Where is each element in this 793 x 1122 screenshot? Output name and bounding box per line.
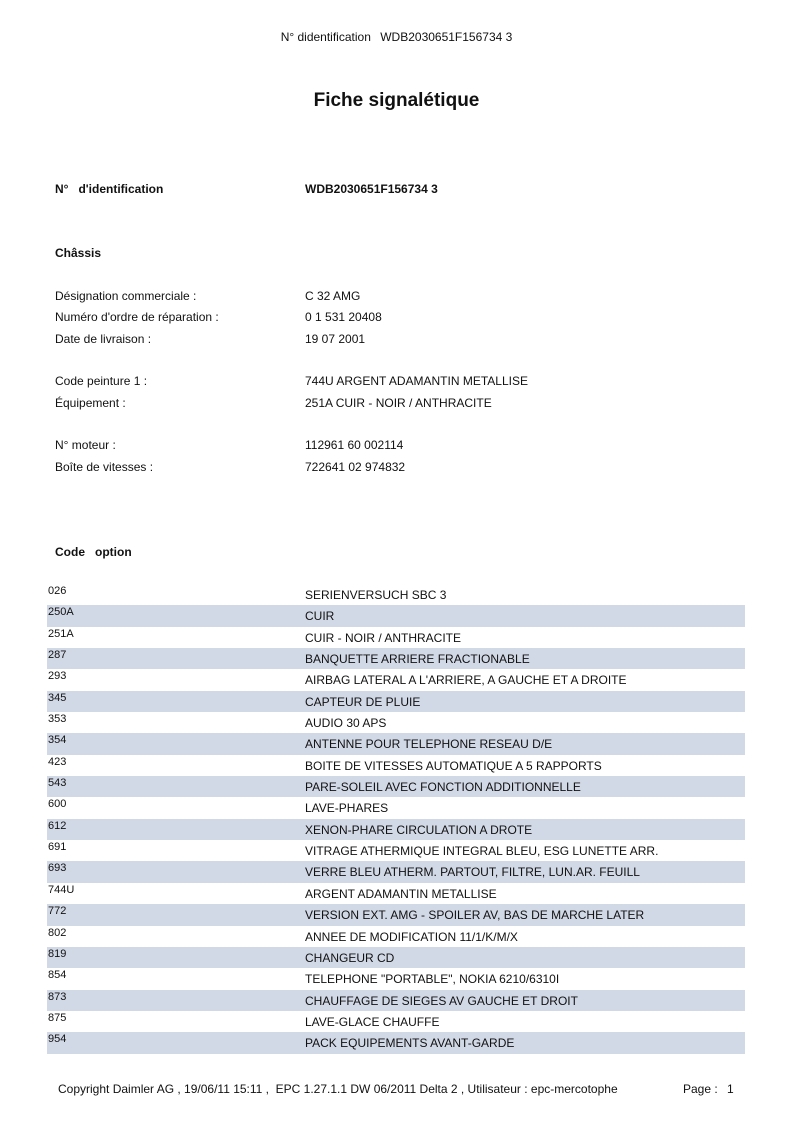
option-code: 423 [48, 755, 67, 768]
table-row [47, 990, 745, 1011]
field-label: Désignation commerciale : [55, 289, 197, 303]
option-code: 250A [48, 606, 74, 619]
page-label: Page : [683, 1082, 718, 1096]
table-row [47, 712, 745, 733]
table-row [47, 797, 745, 818]
field-value: 19 07 2001 [305, 332, 366, 346]
option-code: 854 [48, 969, 67, 982]
option-code: 954 [48, 1033, 67, 1046]
field-label: Date de livraison : [55, 332, 152, 346]
field-label: Équipement : [55, 396, 126, 410]
option-code: 691 [48, 841, 67, 854]
option-description: TELEPHONE "PORTABLE", NOKIA 6210/6310I [305, 972, 560, 987]
field-label: N° moteur : [55, 438, 116, 452]
field-value: 112961 60 002114 [305, 438, 404, 452]
table-row [47, 840, 745, 861]
field-gearbox [55, 460, 755, 476]
option-code: 744U [48, 883, 75, 896]
identification-label: N° d'identification [55, 182, 164, 196]
option-description: CUIR [305, 609, 335, 624]
option-description: PACK EQUIPEMENTS AVANT-GARDE [305, 1036, 515, 1051]
option-code: 819 [48, 947, 67, 960]
field-label: Boîte de vitesses : [55, 460, 154, 474]
field-designation [55, 289, 755, 305]
option-description: XENON-PHARE CIRCULATION A DROTE [305, 822, 533, 837]
option-code: 873 [48, 990, 67, 1003]
table-row [47, 627, 745, 648]
table-row [47, 819, 745, 840]
options-table [47, 584, 745, 1054]
identification-value: WDB2030651F156734 3 [305, 182, 438, 196]
document-header [0, 30, 793, 44]
option-description: AUDIO 30 APS [305, 716, 387, 731]
option-code: 353 [48, 713, 67, 726]
table-row [47, 776, 745, 797]
option-description: LAVE-GLACE CHAUFFE [305, 1014, 440, 1029]
field-delivery-date [55, 332, 755, 348]
option-description: PARE-SOLEIL AVEC FONCTION ADDITIONNELLE [305, 780, 581, 795]
identification-row [55, 182, 438, 196]
header-id-label: N° didentification [280, 30, 371, 44]
option-description: BOITE DE VITESSES AUTOMATIQUE A 5 RAPPORTS [305, 758, 602, 773]
field-value: 722641 02 974832 [305, 460, 406, 474]
table-row [47, 691, 745, 712]
option-description: VITRAGE ATHERMIQUE INTEGRAL BLEU, ESG LUNETTE ARR. [305, 844, 659, 859]
option-code: 345 [48, 691, 67, 704]
table-row [47, 605, 745, 626]
table-row [47, 584, 745, 605]
option-description: AIRBAG LATERAL A L'ARRIERE, A GAUCHE ET A DROITE [305, 673, 627, 688]
option-description: VERSION EXT. AMG - SPOILER AV, BAS DE MARCHE LATER [305, 908, 645, 923]
field-value: 0 1 531 20408 [305, 310, 382, 324]
option-description: ANNEE DE MODIFICATION 11/1/K/M/X [305, 929, 518, 944]
table-row [47, 861, 745, 882]
table-row [47, 755, 745, 776]
option-description: VERRE BLEU ATHERM. PARTOUT, FILTRE, LUN.AR. FEUILL [305, 865, 640, 880]
table-row [47, 947, 745, 968]
field-label: Code peinture 1 : [55, 374, 148, 388]
page-footer [58, 1082, 748, 1096]
page-number: 1 [727, 1082, 734, 1096]
field-repair-order [55, 310, 755, 326]
field-value: 251A CUIR - NOIR / ANTHRACITE [305, 396, 492, 410]
option-code: 772 [48, 905, 67, 918]
option-description: CHANGEUR CD [305, 950, 395, 965]
option-code: 293 [48, 670, 67, 683]
table-row [47, 669, 745, 690]
option-code: 287 [48, 649, 67, 662]
table-row [47, 883, 745, 904]
table-row [47, 968, 745, 989]
table-row [47, 926, 745, 947]
field-label: Numéro d'ordre de réparation : [55, 310, 219, 324]
option-description: SERIENVERSUCH SBC 3 [305, 588, 447, 602]
header-id-value: WDB2030651F156734 3 [380, 30, 513, 44]
option-code: 612 [48, 819, 67, 832]
page-title: Fiche signalétique [313, 90, 480, 111]
option-description: LAVE-PHARES [305, 801, 389, 816]
option-description: CHAUFFAGE DE SIEGES AV GAUCHE ET DROIT [305, 993, 578, 1008]
field-engine-number [55, 438, 755, 454]
table-row [47, 648, 745, 669]
option-code: 251A [48, 627, 74, 640]
option-description: CAPTEUR DE PLUIE [305, 694, 421, 709]
page-indicator [683, 1082, 734, 1096]
option-description: ANTENNE POUR TELEPHONE RESEAU D/E [305, 737, 553, 752]
option-code: 875 [48, 1011, 67, 1024]
table-row [47, 1032, 745, 1053]
option-description: BANQUETTE ARRIERE FRACTIONABLE [305, 652, 530, 667]
option-code: 354 [48, 734, 67, 747]
option-code: 802 [48, 926, 67, 939]
option-description: ARGENT ADAMANTIN METALLISE [305, 886, 497, 901]
field-value: 744U ARGENT ADAMANTIN METALLISE [305, 374, 528, 388]
table-row [47, 904, 745, 925]
chassis-heading: Châssis [55, 246, 102, 260]
options-heading: Code option [55, 545, 132, 559]
table-row [47, 1011, 745, 1032]
option-code: 600 [48, 798, 67, 811]
option-code: 693 [48, 862, 67, 875]
field-equipment [55, 396, 755, 412]
field-paint-code [55, 374, 755, 390]
option-code: 543 [48, 777, 67, 790]
table-row [47, 733, 745, 754]
field-value: C 32 AMG [305, 289, 361, 303]
option-code: 026 [48, 585, 67, 597]
option-description: CUIR - NOIR / ANTHRACITE [305, 630, 462, 645]
footer-copyright: Copyright Daimler AG , 19/06/11 15:11 , EPC 1.27.1.1 DW 06/2011 Delta 2 , Utilisateur : epc-mercotophe [58, 1082, 618, 1096]
